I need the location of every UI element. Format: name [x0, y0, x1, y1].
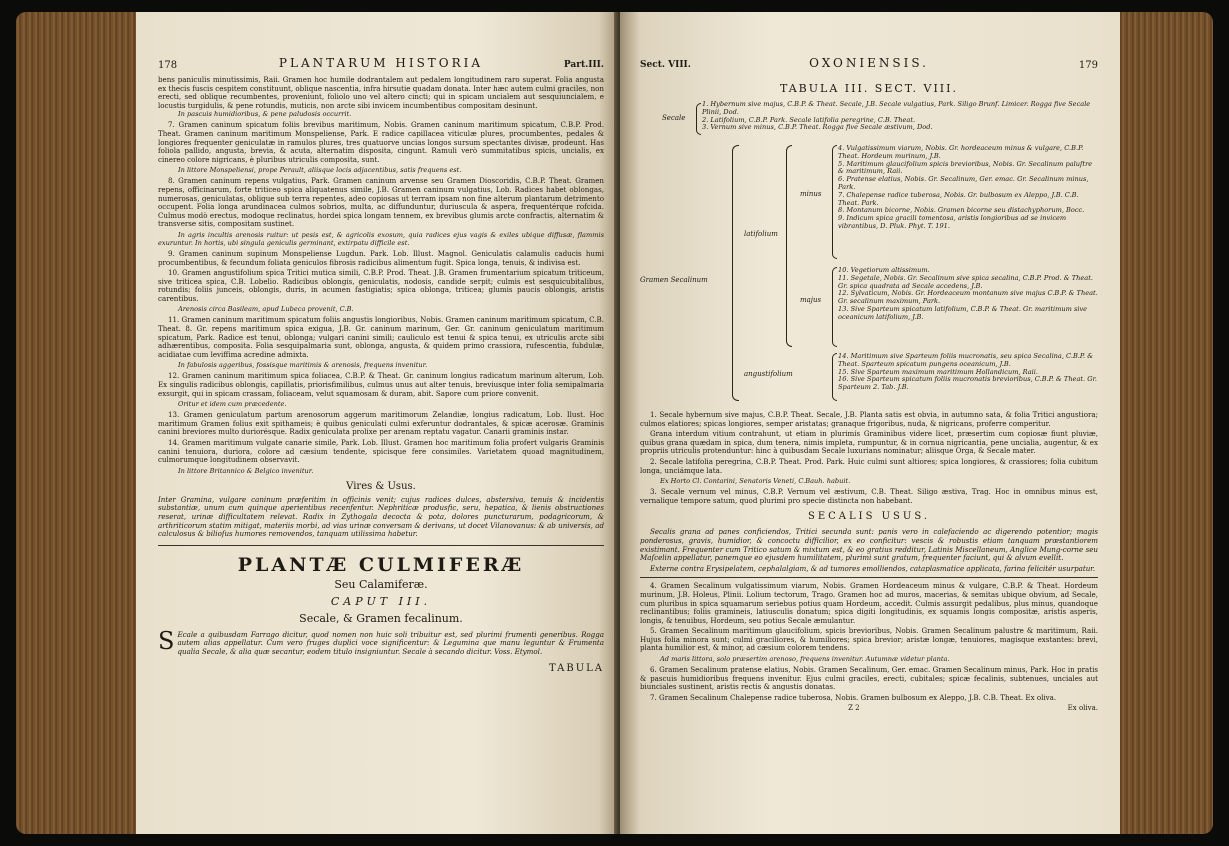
secale-item: 3. Vernum sive minus, C.B.P. Theat. Rogga five Secale æstivum, Dod.: [702, 123, 933, 132]
right-entry: 7. Gramen Secalinum Chalepense radice tuberosa, Nobis. Gramen bulbosum ex Aleppo, J.B. C.B. Theat. Ex oliva.: [650, 692, 1057, 702]
right-running-head: [640, 56, 1098, 76]
right-entry: 6. Gramen Secalinum pratense elatius, Nobis. Gramen Secalinum, Ger. emac. Gramen Secalinum minus, Park. Hoc in pratis & pascuis humidioribus frequens invenitur. Ejus culmi graciles, erecti, cubitales; spicæ fecalinis, subtenues, unciales aut biunciales sustinent, aristis rectis & angustis donatas.: [640, 665, 1098, 692]
right-body-para: 2. Secale latifolia peregrina, C.B.P. Theat. Prod. Park. Huic culmi sunt altiores; spica longiores, & crassiores; folia cubitum longa, unciámque lata.: [640, 456, 1098, 475]
left-para-0: bens paniculis minutissimis, Raii. Gramen hoc humile dodrantalem aut pedalem longitudinem raro superat. Folia angusta ex thecis fuscis cespitem constituunt, oblique nascentia, infra hirsutie quadam donata. Inter hæc autem culmi graciles, non erecti, sed oblique recumbentes, proveniunt, foliolo uno vel altero cincti; qui in spicam uncialem aut sesquiuncialem, e locustis turgidulis, & pene rotundis, muticis, non arcte sibi invicem incumbentibus compositam desinunt.: [158, 75, 604, 110]
right-entry: 4. Gramen Secalinum vulgatissimum viarum, Nobis. Gramen Hordeaceum minus & vulgare, C.B.P. & Theat. Hordeum murinum, J.B. Holeus, Plinii. Lolium tectorum, Trago. Gramen hoc ad muros, macerias, & semitas ubique obvium, ad Secale, cum pluribus in spica squamarum seriebus potius quam Hordeum, accedit. Culmis assurgit pedalibus, plus minus, quandoque reclinantibus; foliis gramineis, latiusculis donatum; spica digiti longitudinis, ex squamis longis compositæ, aristis asperis, longis, & tenuibus, Hordeum, seu potius Secale æmulantur.: [640, 581, 1098, 625]
gramen-brace: [732, 145, 739, 401]
majus-brace: [832, 267, 837, 347]
minus-item: 5. Maritimum glaucifolium spicis brevioribus, Nobis. Gr. Secalinum paluſtre & maritimum, Raii.: [838, 159, 1093, 176]
left-page-body: [158, 76, 604, 674]
right-section-label: Sect. VIII.: [640, 60, 691, 70]
left-page: [136, 12, 618, 834]
chapter-intro-text: Ecale a quibusdam Farrago dicitur, quod nomen non huic soli tribuitur est, sed plurimi frumenti generibus. Rogga autem alias appellatur. Cum vero fruges duplici voce significentur: & Legumina que manu leguntur & Frumenta qualia Secale, & alia quæ secantur, eodem titulo insigniuntur. Secale à secando dicitur. Voss. Etymol.: [177, 629, 604, 656]
left-entry: 10. Gramen angustifolium spica Tritici mutica simili, C.B.P. Prod. Theat. J.B. Gramen frumentarium spicatum triticeum, sive triticea spica, C.B. Lobelio. Radicibus oblongis, geniculatis, nodosis, candide serpit; culmis est sesquicubitalibus, rotundis; foliis junceis, oblongis, duris, in acumen fastigiatis; spica oblonga, triticea; glumis paucis oblongis, aristis carentibus.: [158, 268, 604, 303]
left-entry: 8. Gramen caninum repens vulgatius, Park. Gramen caninum arvense seu Gramen Dioscoridis, C.B.P. Theat. Gramen repens, officinarum, forte triticeo spica aliquatenus simile, J.B. Gramen caninum vulgatius, Lob. Radices habet oblongas, numerosas, geniculatas, oblique sub terra repentes, adeo copiosas ut terram ipsam non fine alterum plantarum detrimento occupent. Folia longa arundinacea culmos sobrios, multa, ac diffunduntur, duriuscula & aspera, frequentérque rofcida. Culmus modò erectus, modoque reclinatus, hordei spica longam tennem, ex brevibus glumis arcte confractis, alternatim & transverse sitis, compositam sustinet.: [158, 176, 604, 229]
right-page-number: 179: [1078, 60, 1098, 71]
left-running-title: PLANTARUM HISTORIA: [278, 56, 484, 70]
right-body-para: 1. Secale hybernum sive majus, C.B.P. Theat. Secale, J.B. Planta satis est obvia, in autumno sata, & folia Tritici angustiora; culmos elatiores; spicas longiores, semper aristatas; granaque frigoribus, nuda, & nigricans, proferre comperitur.: [640, 410, 1098, 428]
usus-para: Externe contra Erysipelatem, cephalalgiam, & ad tumores emolliendos, cataplasmatice applicata, farina felicitér usurpatur.: [650, 563, 1096, 573]
classification-table: [640, 101, 1098, 401]
left-entry: 12. Gramen caninum maritimum spica foliacea, C.B.P. & Theat. Gr. caninum longius radicatum marinum alterum, Lob. Ex singulis radicibus oblongis, capillatis, priorisfimilibus, culmus unus aut alter tenuis, breviusque inter folia semipalmaria exsurgit, qui in spicam crassam, foliaceam, velut squamosam & duram, abit. Sapore cum priore convenit.: [158, 371, 604, 398]
angustifolium-item: 15. Sive Sparteum maximum maritimum Hollandicum, Raii.: [838, 367, 1038, 376]
left-catchword: TABULA: [549, 662, 604, 674]
book-edge-left: [16, 12, 146, 834]
right-page: [620, 12, 1120, 834]
left-page-number: 178: [158, 60, 178, 71]
open-book: [10, 8, 1219, 838]
vires-heading: Vires & Usus.: [346, 480, 416, 492]
right-running-title: OXONIENSIS.: [809, 56, 929, 70]
left-entry-note: In agris incultis arenosis ruitur: ut pesis est, & agricolis exosum, quia radices ejus vagis & exiles ubique diffusæ, flammis exuruntur. In hortis, ubi singula geniculis germinant, extirpatu difficile est.: [158, 230, 604, 247]
caput-title: CAPUT III.: [330, 594, 432, 608]
minus-item: 7. Chalepense radice tuberosa, Nobis. Gr. bulbosum ex Aleppo, J.B. C.B. Theat. Park.: [838, 190, 1079, 207]
right-catchword: Ex oliva.: [1067, 704, 1098, 713]
minus-label: minus: [800, 190, 822, 198]
minus-item: 6. Pratense elatius, Nobis. Gr. Secalinum, Ger. emac. Gr. Secalinum minus, Park.: [838, 175, 1089, 191]
left-entry: 9. Gramen caninum supinum Monspeliense Lugdun. Park. Lob. Illust. Magnol. Geniculatis calamulis caducis humi procumbentibus, & fecundum foliata geniculos fibrosis radicibus alimentum fugit. Spica longa, tenuis, & indivisa est.: [158, 248, 604, 267]
angustifolium-item: 14. Maritimum sive Sparteum foliis mucronatis, seu spica Secalina, C.B.P. & Theat. Sparteum spicatum pungens oceanicum, J.B.: [838, 352, 1094, 368]
secale-item: 1. Hybernum sive majus, C.B.P. & Theat. Secale, J.B. Secale vulgatius, Park. Siligo Brunf. Limicer. Rogga five Secale Plinii, Dod.: [702, 100, 1091, 116]
right-page-body: [640, 78, 1098, 712]
left-running-head: [158, 56, 604, 76]
chapter-big-title: PLANTÆ CULMIFERÆ: [237, 553, 525, 576]
left-entry: 7. Gramen caninum spicatum foliis brevibus maritimum, Nobis. Gramen caninum maritimum spicatum, C.B.P. Prod. Theat. Gramen caninum maritimum Monspeliense, Park. E radice capillacea viticulæ plures, procumbentes, pedales & longiores frequenter geniculatæ in ramulos plures, tres quatuorve uncias longos sursum spectantes divisæ, prodeunt. Has foliola pallido, angusta, brevia, & acuta, alternatim disposita, cingunt. Ramuli verò summitatibus spicis, uncialis, ex cinereo colore nigricans, è pluribus utriculis composita, sunt.: [158, 120, 604, 164]
right-body-para: Grana interdum vitium contrahunt, ut etiam in plurimis Graminibus videre licet, præsertim cum copiosæ fiunt pluviæ, quibus grana quædam in spica, dum tenera, nimis impleta, rumpuntur, & in cornua nigricantia, pene uncialia, augentur, & ex propriis utriculis protenduntur: hinc à quibusdam Secale luxurians nominatur; aliisque Orga, & Secale mater.: [640, 429, 1098, 456]
usus-para: Secalis grana ad panes conficiendos, Tritici secunda sunt: panis vero in calefaciendo ac digerendo potentior; magis ponderosus, gravis, humidior, & concoctu difficilior, ex eo conficitur: vescis & robustis etiam tanquam præstantiorem existimant. Frequenter cum Tritico satum & mixtum est, & eo gratius redditur, Latinis Miscellaneum, Anglice Mung-corne seu Maſcelin appellatur, panemque eo ejusdem humilitatem, plurimi sunt gratum, frequenter faciunt, qui & alvum evellit.: [640, 527, 1098, 563]
left-entry-note: Arenosis circa Basileam, apud Lubeca provenit, C.B.: [178, 305, 354, 314]
angustifolium-brace: [832, 353, 837, 401]
chapter-subtitle: Seu Calamiferæ.: [334, 577, 428, 591]
angustifolium-item: 16. Sive Sparteum spicatum foliis mucronatis brevioribus, C.B.P. & Theat. Gr. Sparteum 2. Tab. J.B.: [838, 375, 1098, 392]
left-entry-note: In littore Monspeliensi, prope Perault, aliisque locis adjacentibus, satis frequens est.: [178, 166, 462, 175]
gramen-label: Gramen Secalinum: [640, 276, 708, 284]
majus-item: 12. Sylvaticum, Nobis. Gr. Hordeaceum montanum sive majus C.B.P. & Theat. Gr. secalinum maximum, Park.: [838, 289, 1098, 306]
majus-items: [838, 267, 1098, 322]
left-entry-note: Oritur et idem cum præcedente.: [178, 400, 287, 409]
chapter-intro: [158, 626, 604, 657]
left-entry: 11. Gramen caninum maritimum spicatum foliis angustis longioribus, Nobis. Gramen caninum maritimum spicatum, C.B. Theat. 8. Gr. repens maritimum spica exigua, J.B. Gr. caninum marinum, Ger. Gr. caninum geniculatum maritimum spicatum, Park. Radice est tenui, oblonga; vulgari canini simili; cauliculo est tenui & spica tenui, ex utriculis arcte sibi adhærentibus, composita. Folia sesquipalmaria sunt, oblonga, angusta, & quidem primo crassiora, rufescentia, fubdulæ, acidiatae cum leviffima acredine admixta.: [158, 315, 604, 359]
left-part-label: Part.III.: [563, 60, 604, 70]
minus-items: [838, 145, 1098, 231]
signature-mark: Z 2: [848, 704, 860, 713]
majus-item: 10. Vegetiorum altissimum.: [838, 266, 930, 274]
page-footer: [640, 704, 1098, 712]
vires-text: Inter Gramina, vulgare caninum præferitim in officinis venit; cujus radices dulces, abstersiva, tenuis & incidentis substantiæ, unum cum quinque aperientibus recenfentur. Nephriticæ produsfic, seru, hepatica, & lienis obstructiones reserat, urinæ difficultatem relevat. Radix in Zythogala decocta & pota, dolores puncturarum, podagricorum, & arthriticorum statim mitigat, materiis morbi, ad vias urinæ conversam & derivans, ut docet Vilanovanus: & ab universis, ad calculosus & bilioſus humores removendos, tanquam utilissima habetur.: [158, 494, 604, 539]
right-body-note: Ex Horto Cl. Contarini, Senatoris Veneti, C.Bauh. habuit.: [660, 477, 851, 486]
left-entry: 14. Gramen maritimum vulgate canarie simile, Park. Lob. Illust. Gramen hoc maritimum folia profert vulgaris Graminis canini tenuiora, duriora, colore ad cæsium tendente, spicisque fere consimiles. Varietatem quoad magnitudinem, culmorumque longitudinem observavit.: [158, 438, 604, 465]
book-edge-right: [1113, 12, 1213, 834]
secale-item: 2. Latifolium, C.B.P. Park. Secale latifolia peregrine, C.B. Theat.: [702, 115, 916, 124]
minus-item: 4. Vulgatissimum viarum, Nobis. Gr. hordeaceum minus & vulgare, C.B.P. Theat. Hordeum murinum, J.B.: [838, 144, 1084, 160]
right-body-para: 3. Secale vernum vel minus, C.B.P. Vernum vel æstivum, C.B. Theat. Siligo æstiva, Trag. Hoc in omnibus minus est, vernalique tempore satum, quod plurimi pro specie distincta non habebant.: [640, 487, 1098, 505]
section-divider: [158, 545, 604, 546]
majus-item: 13. Sive Sparteum spicatum latifolium, C.B.P. & Theat. Gr. maritimum sive oceanicum latifolium, J.B.: [838, 304, 1088, 321]
chapter-section-title: Secale, & Gramen fecalinum.: [299, 611, 463, 625]
angustifolium-items: [838, 353, 1098, 392]
minus-brace: [832, 145, 837, 259]
angustifolium-label: angustifolium: [744, 370, 793, 378]
left-entry-note: In littore Britannico & Belgico invenitur.: [178, 466, 314, 475]
secale-brace: [696, 103, 701, 135]
table-heading: TABULA III. SECT. VIII.: [780, 82, 958, 95]
right-entry-note: Ad maris littora, solo præsertim arenoso, frequens invenitur. Autumnæ videtur planta.: [660, 655, 950, 664]
minus-item: 9. Indicum spica gracili tomentosa, aristis longioribus ad se invicem vibrantibus, D. Pluk. Phyt. T. 191.: [838, 214, 1067, 230]
latifolium-label: latifolium: [744, 230, 778, 238]
majus-label: majus: [800, 296, 822, 304]
latifolium-brace: [786, 145, 792, 347]
secale-items: [702, 101, 1098, 132]
minus-item: 8. Montanum bicorne, Nobis. Gramen bicorne seu distachyphorum, Bocc.: [838, 206, 1085, 215]
left-entry-note: In fabulosis aggeribus, fossisque maritimis & arenosis, frequens invenitur.: [178, 361, 428, 370]
usus-divider: [640, 577, 1098, 578]
drop-cap: S: [158, 626, 175, 655]
left-entry: 13. Gramen geniculatum partum arenosorum aggerum maritimorum Zelandiæ, longius radicatum, Lob. Ilust. Hoc maritimum Gramen folius exit spithameis; è quibus geniculati culmi exferuntur dodrantales, & spicæ acerosæ. Graminis canini breviores multo duriorésque. Radix geniculata prolixe per arenam reptatu vagatur. Canarii graminis instar.: [158, 410, 604, 437]
secale-label: Secale: [662, 114, 686, 122]
right-entry: 5. Gramen Secalinum maritimum glaucifolium, spicis brevioribus, Nobis. Gramen Secalinum palustre & maritimum, Raii. Hujus folia minora sunt; culmi graciliores, & humiliores; spica brevior; aristæ longæ, tenuiores, magisque exstantes: brevi, planta humilior est, & minor, ad cæsium colorem tendens.: [640, 626, 1098, 653]
majus-item: 11. Segetale, Nobis. Gr. Secalinum sive spica secalina, C.B.P. Prod. & Theat. Gr. spica quadrata ad Secale accedens, J.B.: [838, 273, 1093, 290]
left-para-1: In pascuis humidioribus, & pene paludosis occurrit.: [178, 110, 352, 119]
usus-heading: SECALIS USUS.: [807, 511, 931, 523]
